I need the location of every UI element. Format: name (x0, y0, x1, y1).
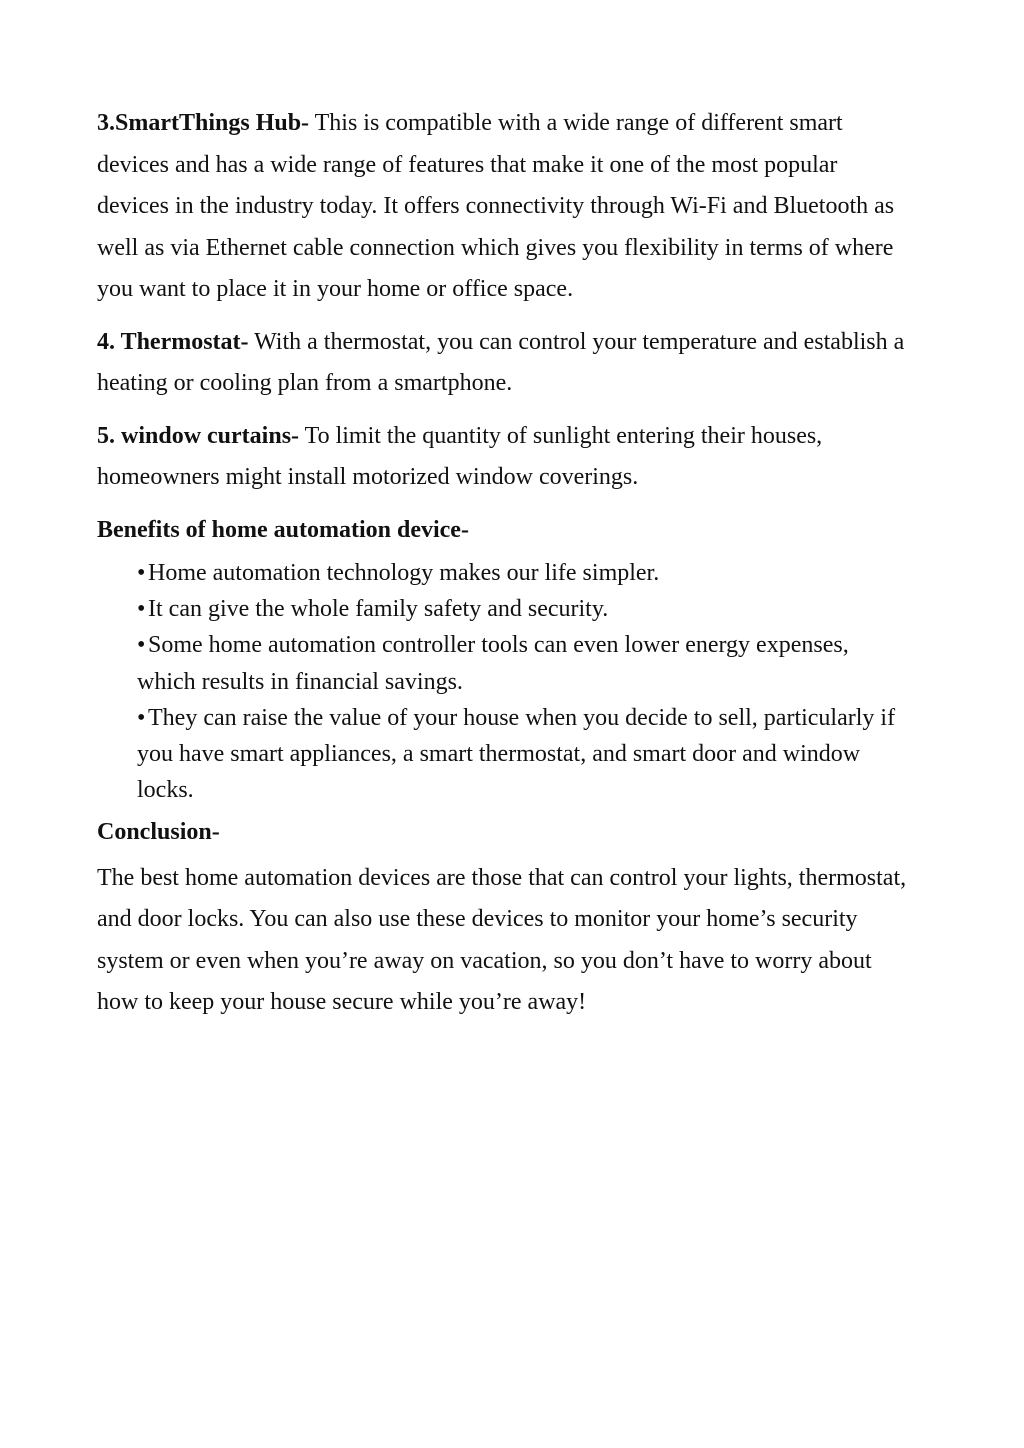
benefit-item (137, 555, 907, 591)
benefit-item (137, 627, 907, 699)
benefit-text: It can give the whole family safety and security. (148, 596, 609, 623)
benefit-item (137, 700, 907, 809)
window-curtains-paragraph (97, 416, 907, 499)
smartthings-hub-paragraph (97, 103, 907, 311)
smartthings-hub-text: This is compatible with a wide range of different smart devices and has a wide range of features that make it one of the most popular devices in the industry today. It offers connectivity through Wi-Fi and Bluetooth as well as via Ethernet cable connection which gives you flexibility in terms of where you want to place it in your home or office space. (97, 110, 895, 302)
window-curtains-title: 5. window curtains- (97, 422, 300, 449)
benefits-heading: Benefits of home automation device- (97, 516, 469, 543)
bullet-icon: • (137, 596, 146, 623)
bullet-icon: • (137, 632, 146, 659)
window-curtains-text: To limit the quantity of sunlight entering their houses, homeowners might install motorized window coverings. (97, 422, 823, 490)
benefit-text: Some home automation controller tools can even lower energy expenses, which results in financial savings. (137, 632, 849, 695)
thermostat-paragraph (97, 322, 907, 405)
benefit-text: They can raise the value of your house when you decide to sell, particularly if you have smart appliances, a smart thermostat, and smart door and window locks. (137, 704, 896, 804)
smartthings-hub-title: 3.SmartThings Hub- (97, 110, 310, 136)
thermostat-title: 4. Thermostat- (97, 328, 249, 355)
bullet-icon: • (137, 560, 146, 586)
benefit-item (137, 591, 907, 627)
thermostat-text: With a thermostat, you can control your temperature and establish a heating or cooling plan from a smartphone. (97, 328, 905, 396)
benefits-list (97, 555, 907, 808)
conclusion-heading: Conclusion- (97, 819, 220, 846)
conclusion-paragraph: The best home automation devices are those that can control your lights, thermostat, and door locks. You can also use these devices to monitor your home’s security system or even when you’re away on vacation, so you don’t have to worry about how to keep your house secure while you’re away! (97, 864, 907, 1016)
bullet-icon: • (137, 704, 146, 731)
benefit-text: Home automation technology makes our life simpler. (148, 560, 660, 586)
document-page (97, 103, 907, 1035)
